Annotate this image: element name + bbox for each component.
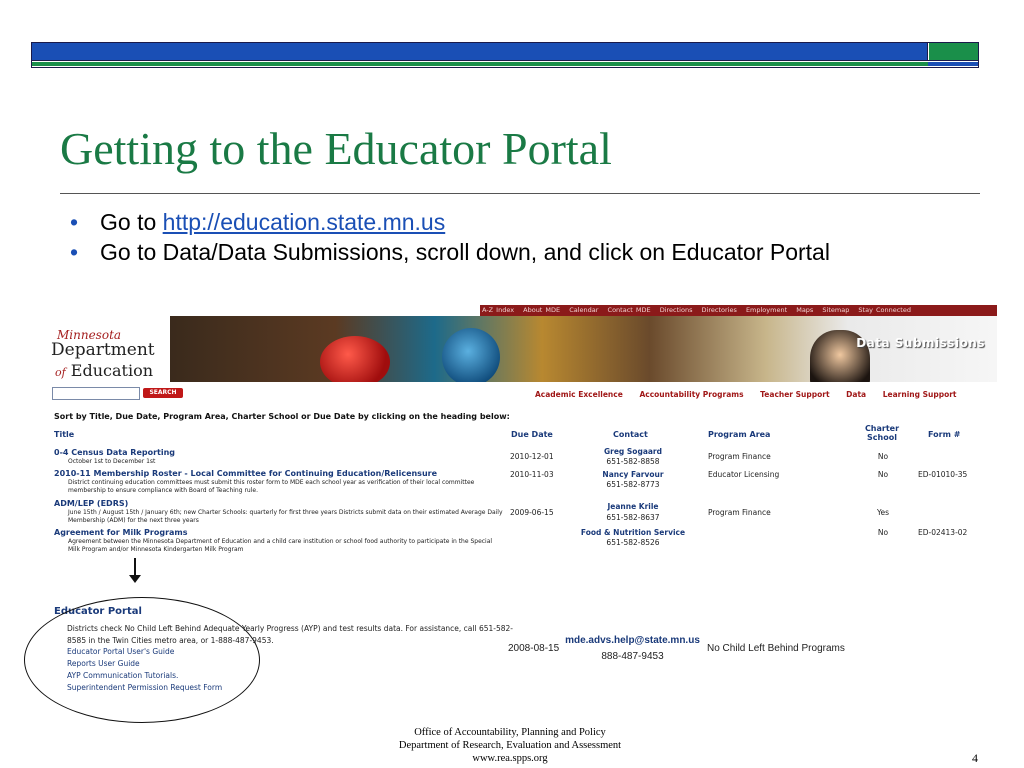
bullet-prefix: Go to [100, 209, 163, 235]
bullet-item-2 [70, 237, 980, 267]
row-description: October 1st to December 1st [68, 458, 156, 465]
educator-portal-link[interactable]: Educator Portal [54, 606, 142, 617]
ayp-tutorials-link[interactable]: AYP Communication Tutorials. [67, 671, 179, 680]
row-description: June 15th / August 15th / January 6th; new Charter Schools: quarterly for first three years Districts submit data on their estimated Average Daily Membership (ADM) for the next three years [68, 509, 503, 524]
search-input[interactable] [52, 387, 140, 400]
row-title-link[interactable]: 0-4 Census Data Reporting [54, 448, 176, 457]
utility-link[interactable]: Calendar [569, 306, 599, 314]
header-contact[interactable]: Contact [613, 430, 648, 439]
utility-link[interactable]: Sitemap [822, 306, 850, 314]
header-banner [170, 316, 997, 382]
logo-department: Department [51, 340, 155, 360]
utility-link[interactable]: Maps [796, 306, 814, 314]
top-bar-green-strip [32, 62, 928, 66]
row-due-date: 2010-11-03 [510, 470, 554, 479]
header-title[interactable]: Title [54, 430, 75, 439]
utility-link[interactable]: Directories [701, 306, 737, 314]
banner-title: Data Submissions [856, 336, 985, 350]
row-description: Agreement between the Minnesota Department of Education and a child care institution or school food authority to participate in the Special Milk Program and/or Minnesota Kindergarten Milk Program [68, 538, 493, 553]
educator-portal-description: Districts check No Child Left Behind Adequate Yearly Progress (AYP) and test results data. For assistance, call 651-582-8585 in the Twin Cities metro area, or 1-888-487-9453. [67, 624, 514, 645]
row-contact-phone: 651-582-8637 [606, 513, 660, 522]
row-contact-name[interactable]: Greg Sogaard [603, 447, 663, 456]
row-charter: No [877, 452, 889, 461]
row-description: District continuing education committees must submit this roster form to MDE each school year as verification of their local committee membership to ensure compliance with Board of Teaching rule. [68, 479, 475, 494]
top-bar-green [929, 43, 978, 60]
page-number: 4 [972, 751, 978, 765]
portal-users-guide-link[interactable]: Educator Portal User's Guide [67, 647, 175, 656]
header-charter-school[interactable] [858, 424, 906, 442]
sort-instructions: Sort by Title, Due Date, Program Area, Charter School or Due Date by clicking on the heading below: [54, 412, 510, 421]
row-title-link[interactable]: ADM/LEP (EDRS) [54, 499, 129, 508]
row-charter: No [877, 470, 889, 479]
utility-link[interactable]: Contact MDE [607, 306, 651, 314]
top-bar-blue [32, 43, 928, 60]
row-contact-phone: 651-582-8526 [606, 538, 660, 547]
header-form-number[interactable]: Form # [928, 430, 961, 439]
title-divider [60, 193, 980, 194]
bullet-dot: • [70, 209, 79, 235]
slide-title: Getting to the Educator Portal [60, 123, 612, 174]
utility-link[interactable]: Directions [659, 306, 693, 314]
utility-link[interactable]: A-Z Index [482, 306, 515, 314]
header-due-date[interactable]: Due Date [511, 430, 553, 439]
highlight-ellipse [24, 597, 260, 723]
education-site-link[interactable]: http://education.state.mn.us [162, 209, 446, 235]
apple-image [320, 336, 390, 382]
reports-user-guide-link[interactable]: Reports User Guide [67, 659, 140, 668]
row-program-area: Program Finance [708, 452, 771, 461]
utility-link[interactable]: About MDE [523, 306, 561, 314]
main-nav [535, 390, 971, 399]
search-button[interactable]: SEARCH [143, 388, 183, 398]
portal-contact-email[interactable]: mde.advs.help@state.mn.us [565, 635, 700, 646]
row-contact-name[interactable]: Nancy Farvour [602, 470, 664, 479]
top-decorative-bar [31, 42, 979, 68]
footer-line-2: Department of Research, Evaluation and Assessment [398, 740, 622, 751]
logo-of: of [55, 366, 66, 379]
utility-link[interactable]: Employment [745, 306, 788, 314]
globe-image [442, 328, 500, 382]
nav-item-accountability[interactable]: Accountability Programs [639, 390, 744, 399]
nav-item-teacher-support[interactable]: Teacher Support [760, 390, 830, 399]
bullet-text: Go to Data/Data Submissions, scroll down, and click on Educator Portal [100, 239, 830, 265]
row-program-area: Program Finance [708, 508, 771, 517]
superintendent-permission-link[interactable]: Superintendent Permission Request Form [67, 683, 223, 692]
mde-website-screenshot [40, 305, 997, 560]
row-due-date: 2009-06-15 [510, 508, 554, 517]
logo-education-word: Education [70, 361, 154, 380]
portal-due-date: 2008-08-15 [508, 643, 560, 654]
row-due-date: 2010-12-01 [510, 452, 554, 461]
row-title-link[interactable]: 2010-11 Membership Roster - Local Committee for Continuing Education/Relicensure [54, 469, 438, 478]
mde-logo[interactable] [40, 316, 170, 386]
top-bar-blue-strip [928, 62, 978, 66]
row-charter: Yes [876, 508, 890, 517]
bullet-list [70, 207, 980, 267]
nav-item-data[interactable]: Data [846, 390, 867, 399]
bullet-dot: • [70, 239, 79, 265]
logo-education [55, 361, 153, 380]
header-charter-line2: School [867, 433, 897, 442]
row-form-number: ED-01010-35 [918, 470, 968, 479]
row-form-number: ED-02413-02 [918, 528, 968, 537]
header-program-area[interactable]: Program Area [708, 430, 771, 439]
portal-contact-phone: 888-487-9453 [601, 651, 664, 662]
footer-line-1: Office of Accountability, Planning and Policy [414, 727, 606, 738]
row-contact-name[interactable]: Food & Nutrition Service [580, 528, 686, 537]
portal-program-area: No Child Left Behind Programs [707, 643, 845, 654]
logo-minnesota: Minnesota [57, 328, 122, 342]
arrow-down-icon [129, 575, 141, 583]
slide-footer [360, 726, 660, 765]
row-contact-name[interactable]: Jeanne Krile [607, 502, 659, 511]
row-title-link[interactable]: Agreement for Milk Programs [54, 528, 188, 537]
row-contact-phone: 651-582-8858 [606, 457, 660, 466]
row-contact-phone: 651-582-8773 [606, 480, 660, 489]
nav-item-academic-excellence[interactable]: Academic Excellence [535, 390, 623, 399]
utility-link-bar [480, 305, 997, 316]
header-charter-line1: Charter [864, 424, 900, 433]
row-program-area: Educator Licensing [708, 470, 780, 479]
bullet-item-1 [70, 207, 980, 237]
footer-line-3: www.rea.spps.org [472, 753, 548, 764]
row-charter: No [877, 528, 889, 537]
nav-item-learning-support[interactable]: Learning Support [882, 390, 957, 399]
top-bar-divider [32, 60, 978, 61]
utility-link[interactable]: Stay Connected [858, 306, 911, 314]
